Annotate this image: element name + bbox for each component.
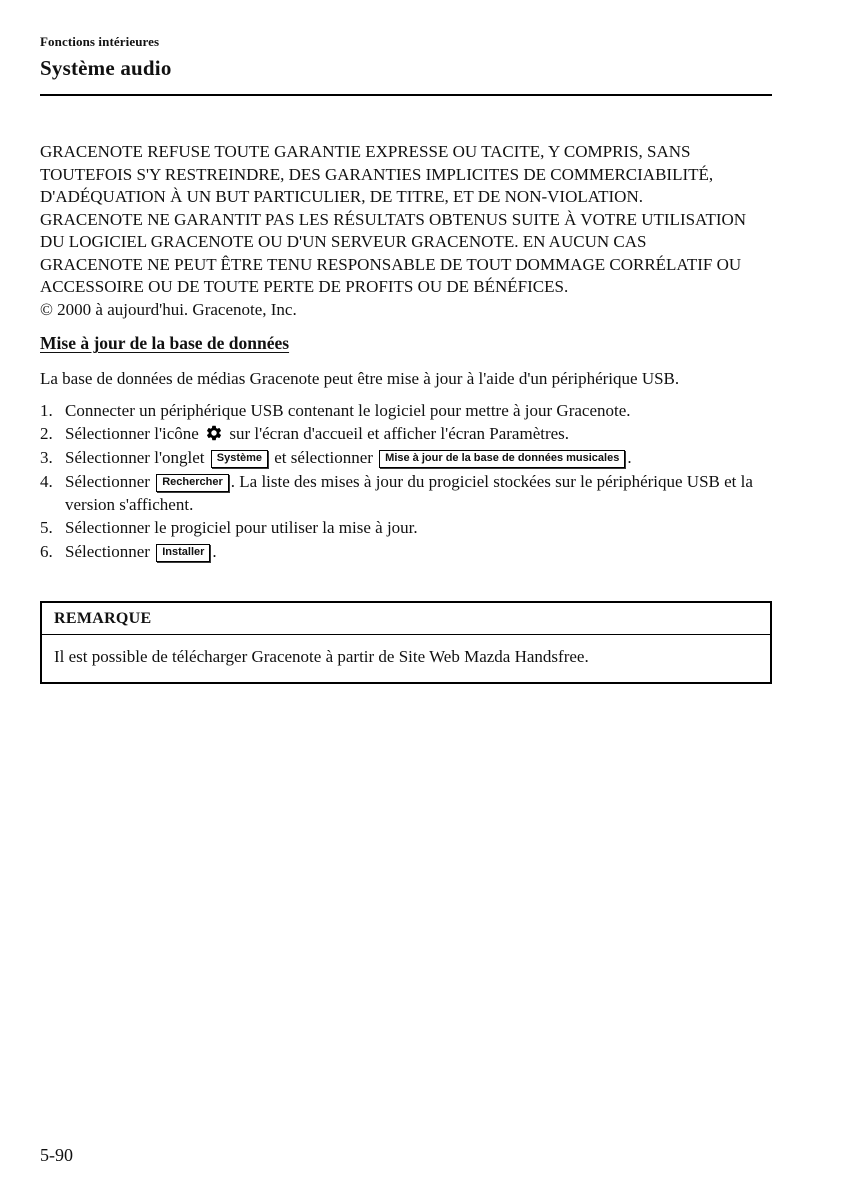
- step-number: 3.: [40, 448, 53, 468]
- step-text: .: [212, 542, 217, 562]
- note-text: Il est possible de télécharger Gracenote à partir de Site Web Mazda Handsfree.: [54, 647, 589, 667]
- note-box: [40, 601, 772, 684]
- page-title: Système audio: [40, 56, 172, 80]
- step-text: . La liste des mises à jour du progiciel stockées sur le périphérique USB et la version s'affichent.: [65, 471, 753, 514]
- step-text: Sélectionner le progiciel pour utiliser la mise à jour.: [65, 518, 418, 538]
- page-number: 5-90: [40, 1145, 73, 1165]
- music-database-update-button: Mise à jour de la base de données musicales: [379, 450, 625, 468]
- step-number: 2.: [40, 424, 53, 444]
- step-text: et sélectionner: [274, 448, 373, 468]
- step-text: Sélectionner: [65, 471, 150, 491]
- step-text: sur l'écran d'accueil et afficher l'écran Paramètres.: [229, 424, 570, 444]
- note-label: REMARQUE: [42, 603, 770, 635]
- gear-icon: [205, 424, 223, 442]
- installer-button: Installer: [156, 544, 210, 562]
- step-text: Sélectionner l'onglet: [65, 448, 205, 468]
- list-item: [40, 423, 772, 446]
- copyright-line: © 2000 à aujourd'hui. Gracenote, Inc.: [40, 299, 297, 319]
- step-text: Sélectionner: [65, 542, 150, 562]
- section-label: Fonctions intérieures: [40, 34, 160, 49]
- step-number: 5.: [40, 518, 53, 538]
- list-item: [40, 400, 772, 423]
- header-rule: [40, 94, 772, 96]
- list-item: [40, 447, 772, 470]
- warranty-disclaimer: GRACENOTE REFUSE TOUTE GARANTIE EXPRESSE OU TACITE, Y COMPRIS, SANS TOUTEFOIS S'Y RESTREINDRE, DES GARANTIES IMPLICITES DE COMMERCIABILITÉ, D'ADÉQUATION À UN BUT PARTICULIER, DE TITRE, ET DE NON-VIOLATION. GRACENOTE NE GARANTIT PAS LES RÉSULTATS OBTENUS SUITE À VOTRE UTILISATION DU LOGICIEL GRACENOTE OU D'UN SERVEUR GRACENOTE. EN AUCUN CAS GRACENOTE NE PEUT ÊTRE TENU RESPONSABLE DE TOUT DOMMAGE CORRÉLATIF OU ACCESSOIRE OU DE TOUTE PERTE DE PROFITS OU DE BÉNÉFICES.: [40, 142, 747, 296]
- step-number: 4.: [40, 471, 53, 491]
- step-number: 1.: [40, 400, 53, 420]
- section-heading: Mise à jour de la base de données: [40, 333, 290, 353]
- step-text: Sélectionner l'icône: [65, 424, 199, 444]
- list-item: [40, 517, 772, 540]
- page-content: [40, 141, 772, 684]
- section-intro: La base de données de médias Gracenote peut être mise à jour à l'aide d'un périphérique USB.: [40, 369, 680, 388]
- list-item: [40, 541, 772, 564]
- systeme-button: Système: [211, 450, 268, 468]
- list-item: [40, 471, 772, 517]
- step-text: .: [627, 448, 632, 468]
- rechercher-button: Rechercher: [156, 474, 229, 492]
- page-header: [40, 34, 772, 96]
- steps-list: [40, 400, 772, 565]
- step-text: Connecter un périphérique USB contenant le logiciel pour mettre à jour Gracenote.: [65, 400, 631, 420]
- step-number: 6.: [40, 542, 53, 562]
